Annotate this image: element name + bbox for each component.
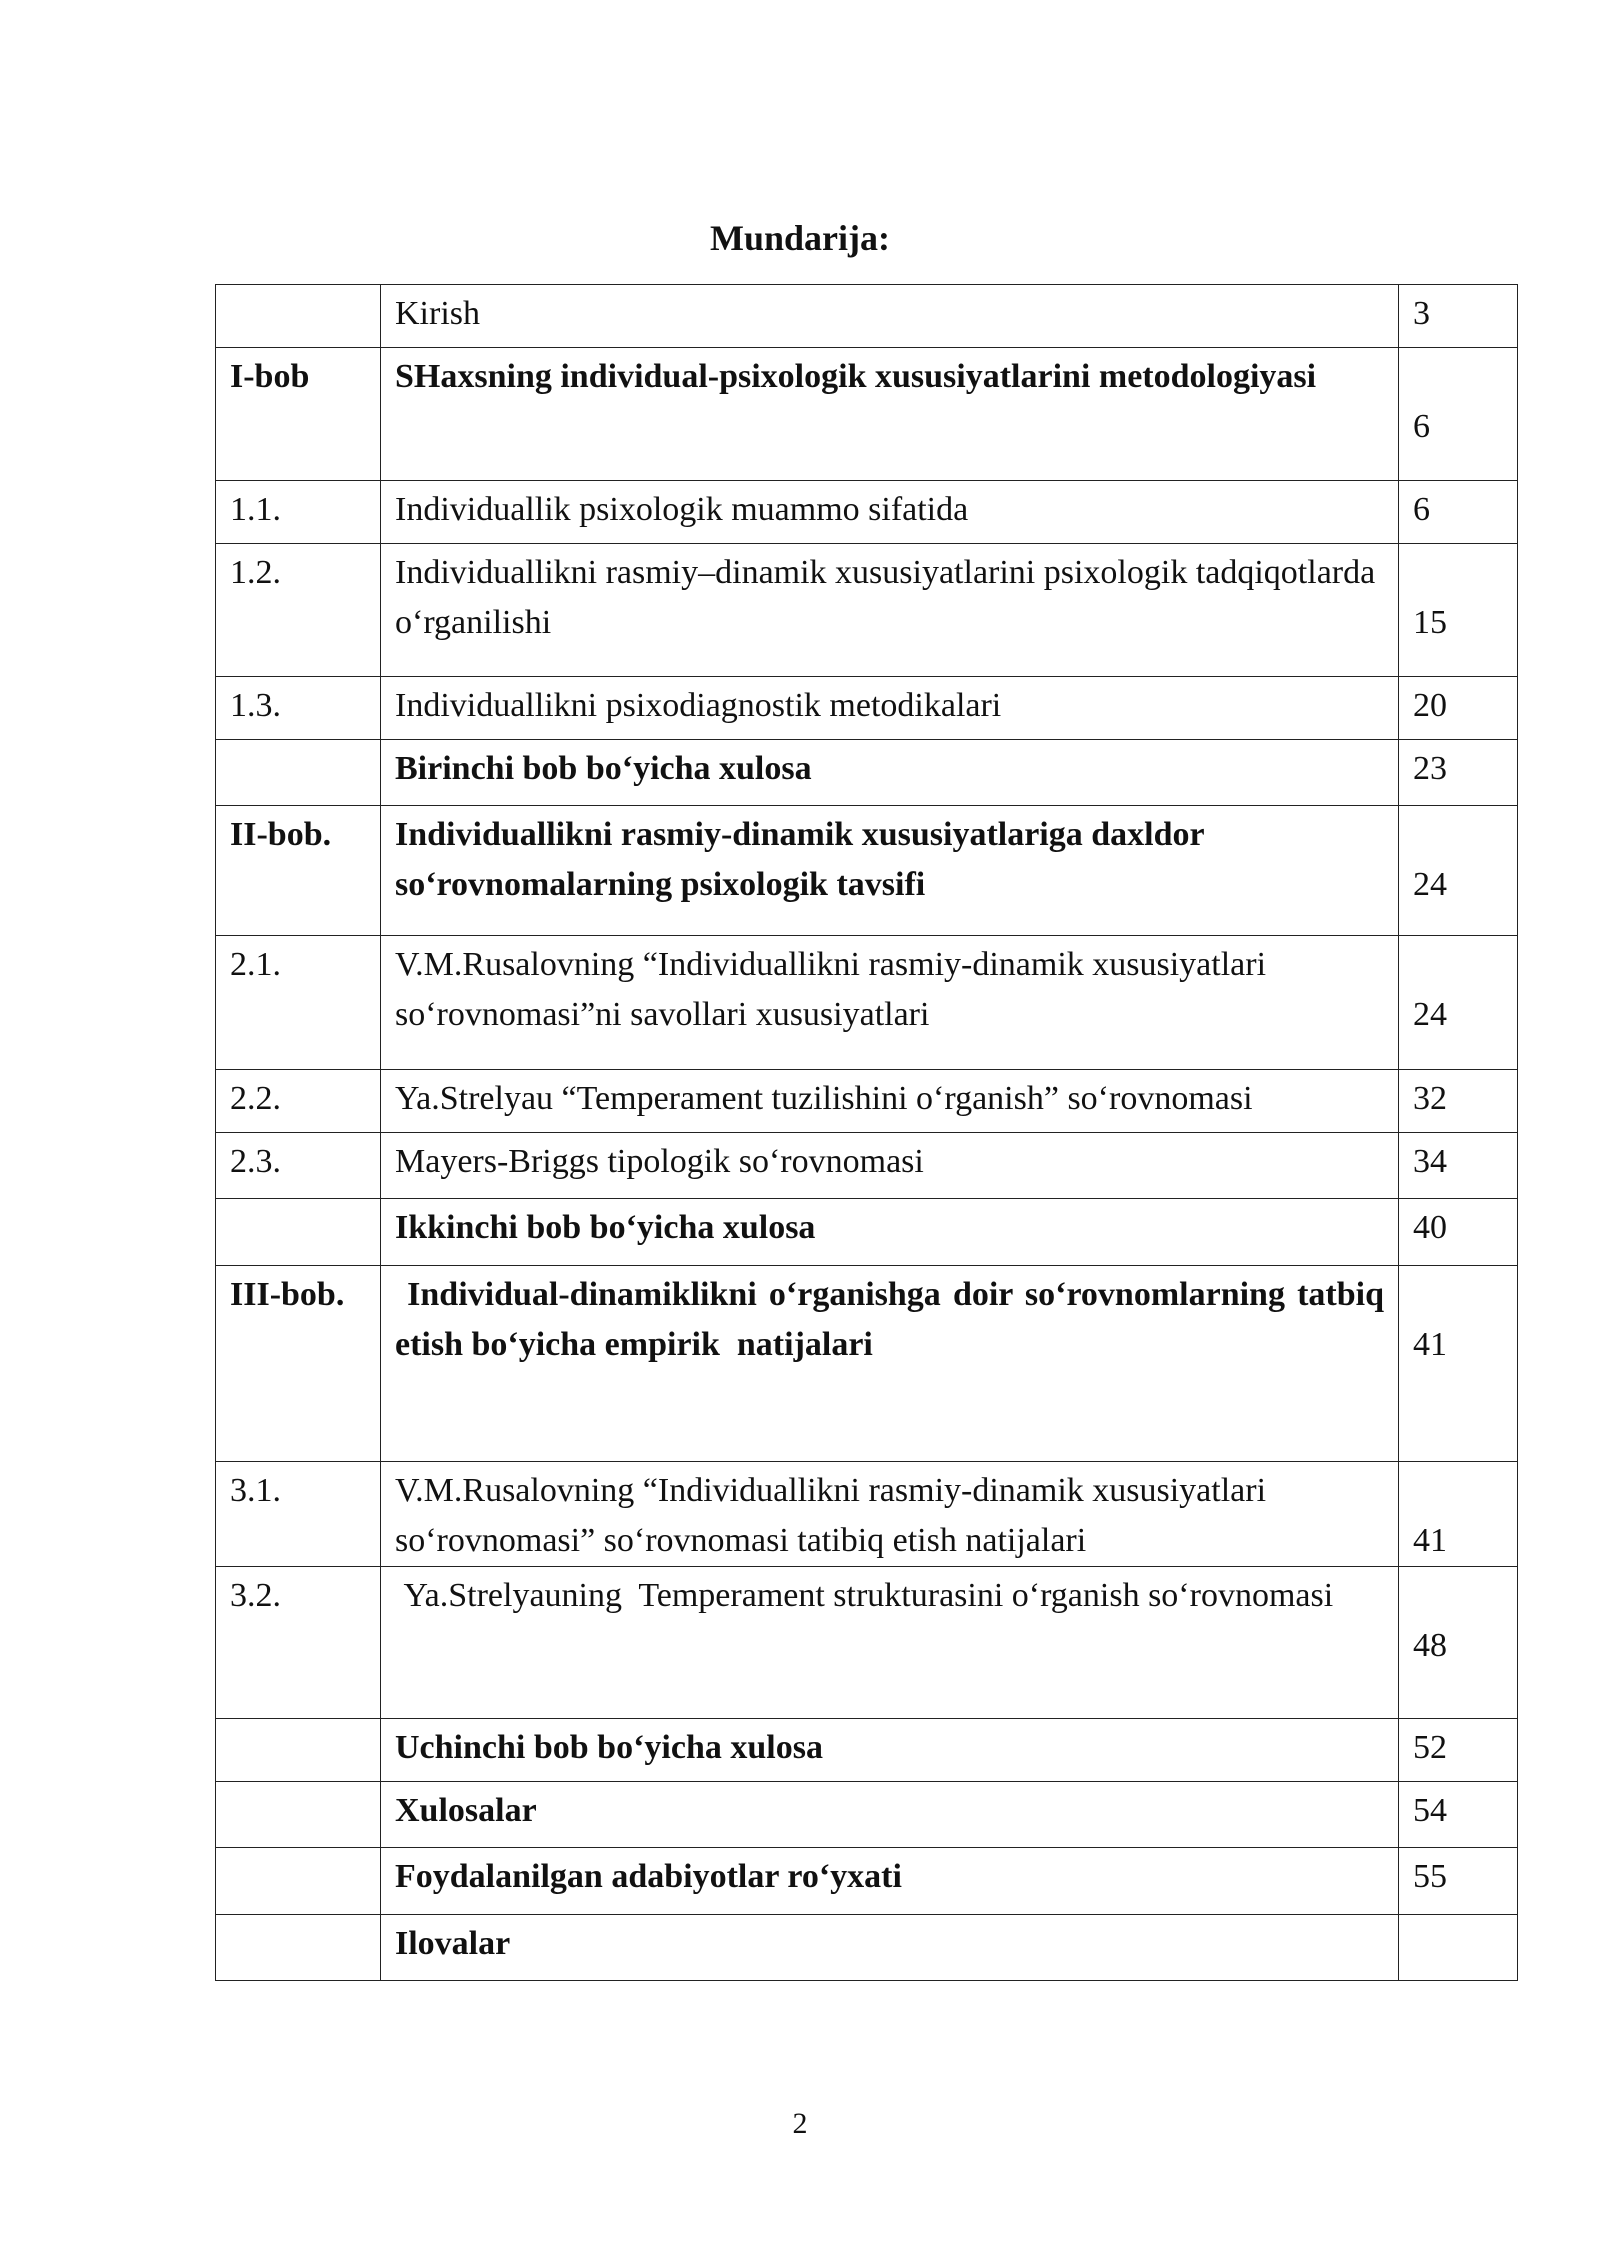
toc-row-1-3	[216, 677, 1518, 740]
toc-page-value: 24	[1413, 866, 1447, 903]
toc-row-2-2	[216, 1070, 1518, 1133]
toc-page: 54	[1399, 1782, 1518, 1848]
toc-title: Individuallikni rasmiy-dinamik xususiyatlariga daxldor so‘rovnomalarning psixologik tavsifi	[381, 806, 1399, 936]
toc-page-value: 41	[1413, 1326, 1447, 1363]
toc-title: Birinchi bob bo‘yicha xulosa	[381, 740, 1399, 806]
toc-number: I-bob	[216, 348, 381, 481]
toc-row-chapter-1	[216, 348, 1518, 481]
toc-title: Ya.Strelyauning Temperament strukturasini o‘rganish so‘rovnomasi	[381, 1567, 1399, 1719]
toc-title: V.M.Rusalovning “Individuallikni rasmiy-dinamik xususiyatlari so‘rovnomasi”ni savollari xususiyatlari	[381, 936, 1399, 1070]
toc-page	[1399, 936, 1518, 1070]
toc-row-references	[216, 1848, 1518, 1915]
toc-number: 1.3.	[216, 677, 381, 740]
toc-page	[1399, 1567, 1518, 1719]
toc-page: 40	[1399, 1199, 1518, 1266]
toc-row-3-2	[216, 1567, 1518, 1719]
toc-page	[1399, 1462, 1518, 1567]
toc-title: Ilovalar	[381, 1915, 1399, 1981]
toc-number	[216, 285, 381, 348]
toc-page: 55	[1399, 1848, 1518, 1915]
toc-row-chapter-2	[216, 806, 1518, 936]
toc-title: Xulosalar	[381, 1782, 1399, 1848]
toc-number	[216, 1782, 381, 1848]
toc-title: Uchinchi bob bo‘yicha xulosa	[381, 1719, 1399, 1782]
toc-page: 6	[1399, 481, 1518, 544]
toc-page-value: 6	[1413, 408, 1430, 445]
toc-page: 3	[1399, 285, 1518, 348]
toc-number: 2.3.	[216, 1133, 381, 1199]
toc-row-appendices	[216, 1915, 1518, 1981]
toc-title: Individual-dinamiklikni o‘rganishga doir so‘rovnomlarning tatbiq etish bo‘yicha empirik natijalari	[381, 1266, 1399, 1462]
toc-page: 32	[1399, 1070, 1518, 1133]
toc-title: Individuallikni rasmiy–dinamik xususiyatlarini psixologik tadqiqotlarda o‘rganilishi	[381, 544, 1399, 677]
toc-number: 3.1.	[216, 1462, 381, 1567]
toc-row-conclusions	[216, 1782, 1518, 1848]
toc-row-1-2	[216, 544, 1518, 677]
toc-title: Ya.Strelyau “Temperament tuzilishini o‘rganish” so‘rovnomasi	[381, 1070, 1399, 1133]
toc-row-1-1	[216, 481, 1518, 544]
toc-number: 3.2.	[216, 1567, 381, 1719]
toc-page-value: 48	[1413, 1627, 1447, 1664]
toc-page	[1399, 348, 1518, 481]
toc-row-chapter-3	[216, 1266, 1518, 1462]
toc-row-summary-3	[216, 1719, 1518, 1782]
toc-number: 1.1.	[216, 481, 381, 544]
page-number: 2	[792, 2107, 808, 2140]
toc-page	[1399, 1915, 1518, 1981]
toc-row-kirish	[216, 285, 1518, 348]
toc-page	[1399, 544, 1518, 677]
toc-page: 52	[1399, 1719, 1518, 1782]
toc-title: SHaxsning individual-psixologik xususiyatlarini metodologiyasi	[381, 348, 1399, 481]
toc-number: 2.2.	[216, 1070, 381, 1133]
toc-page: 23	[1399, 740, 1518, 806]
toc-title: Mayers-Briggs tipologik so‘rovnomasi	[381, 1133, 1399, 1199]
toc-page-value: 41	[1413, 1522, 1447, 1559]
page-title: Mundarija:	[710, 218, 890, 258]
toc-row-summary-1	[216, 740, 1518, 806]
toc-page-value: 15	[1413, 604, 1447, 641]
toc-page: 20	[1399, 677, 1518, 740]
toc-number: 2.1.	[216, 936, 381, 1070]
toc-row-2-1	[216, 936, 1518, 1070]
toc-number	[216, 1199, 381, 1266]
toc-page	[1399, 1266, 1518, 1462]
toc-number	[216, 1848, 381, 1915]
toc-title: Kirish	[381, 285, 1399, 348]
toc-number: III-bob.	[216, 1266, 381, 1462]
toc-title: V.M.Rusalovning “Individuallikni rasmiy-dinamik xususiyatlari so‘rovnomasi” so‘rovnomasi tatibiq etish natijalari	[381, 1462, 1399, 1567]
toc-number	[216, 740, 381, 806]
toc-page	[1399, 806, 1518, 936]
toc-title: Foydalanilgan adabiyotlar ro‘yxati	[381, 1848, 1399, 1915]
toc-page: 34	[1399, 1133, 1518, 1199]
toc-number	[216, 1915, 381, 1981]
toc-row-3-1	[216, 1462, 1518, 1567]
toc-title: Individuallikni psixodiagnostik metodikalari	[381, 677, 1399, 740]
table-of-contents	[215, 284, 1518, 1981]
toc-row-summary-2	[216, 1199, 1518, 1266]
toc-number: 1.2.	[216, 544, 381, 677]
toc-title: Individuallik psixologik muammo sifatida	[381, 481, 1399, 544]
toc-page-value: 24	[1413, 996, 1447, 1033]
toc-title: Ikkinchi bob bo‘yicha xulosa	[381, 1199, 1399, 1266]
toc-number	[216, 1719, 381, 1782]
toc-row-2-3	[216, 1133, 1518, 1199]
toc-number: II-bob.	[216, 806, 381, 936]
